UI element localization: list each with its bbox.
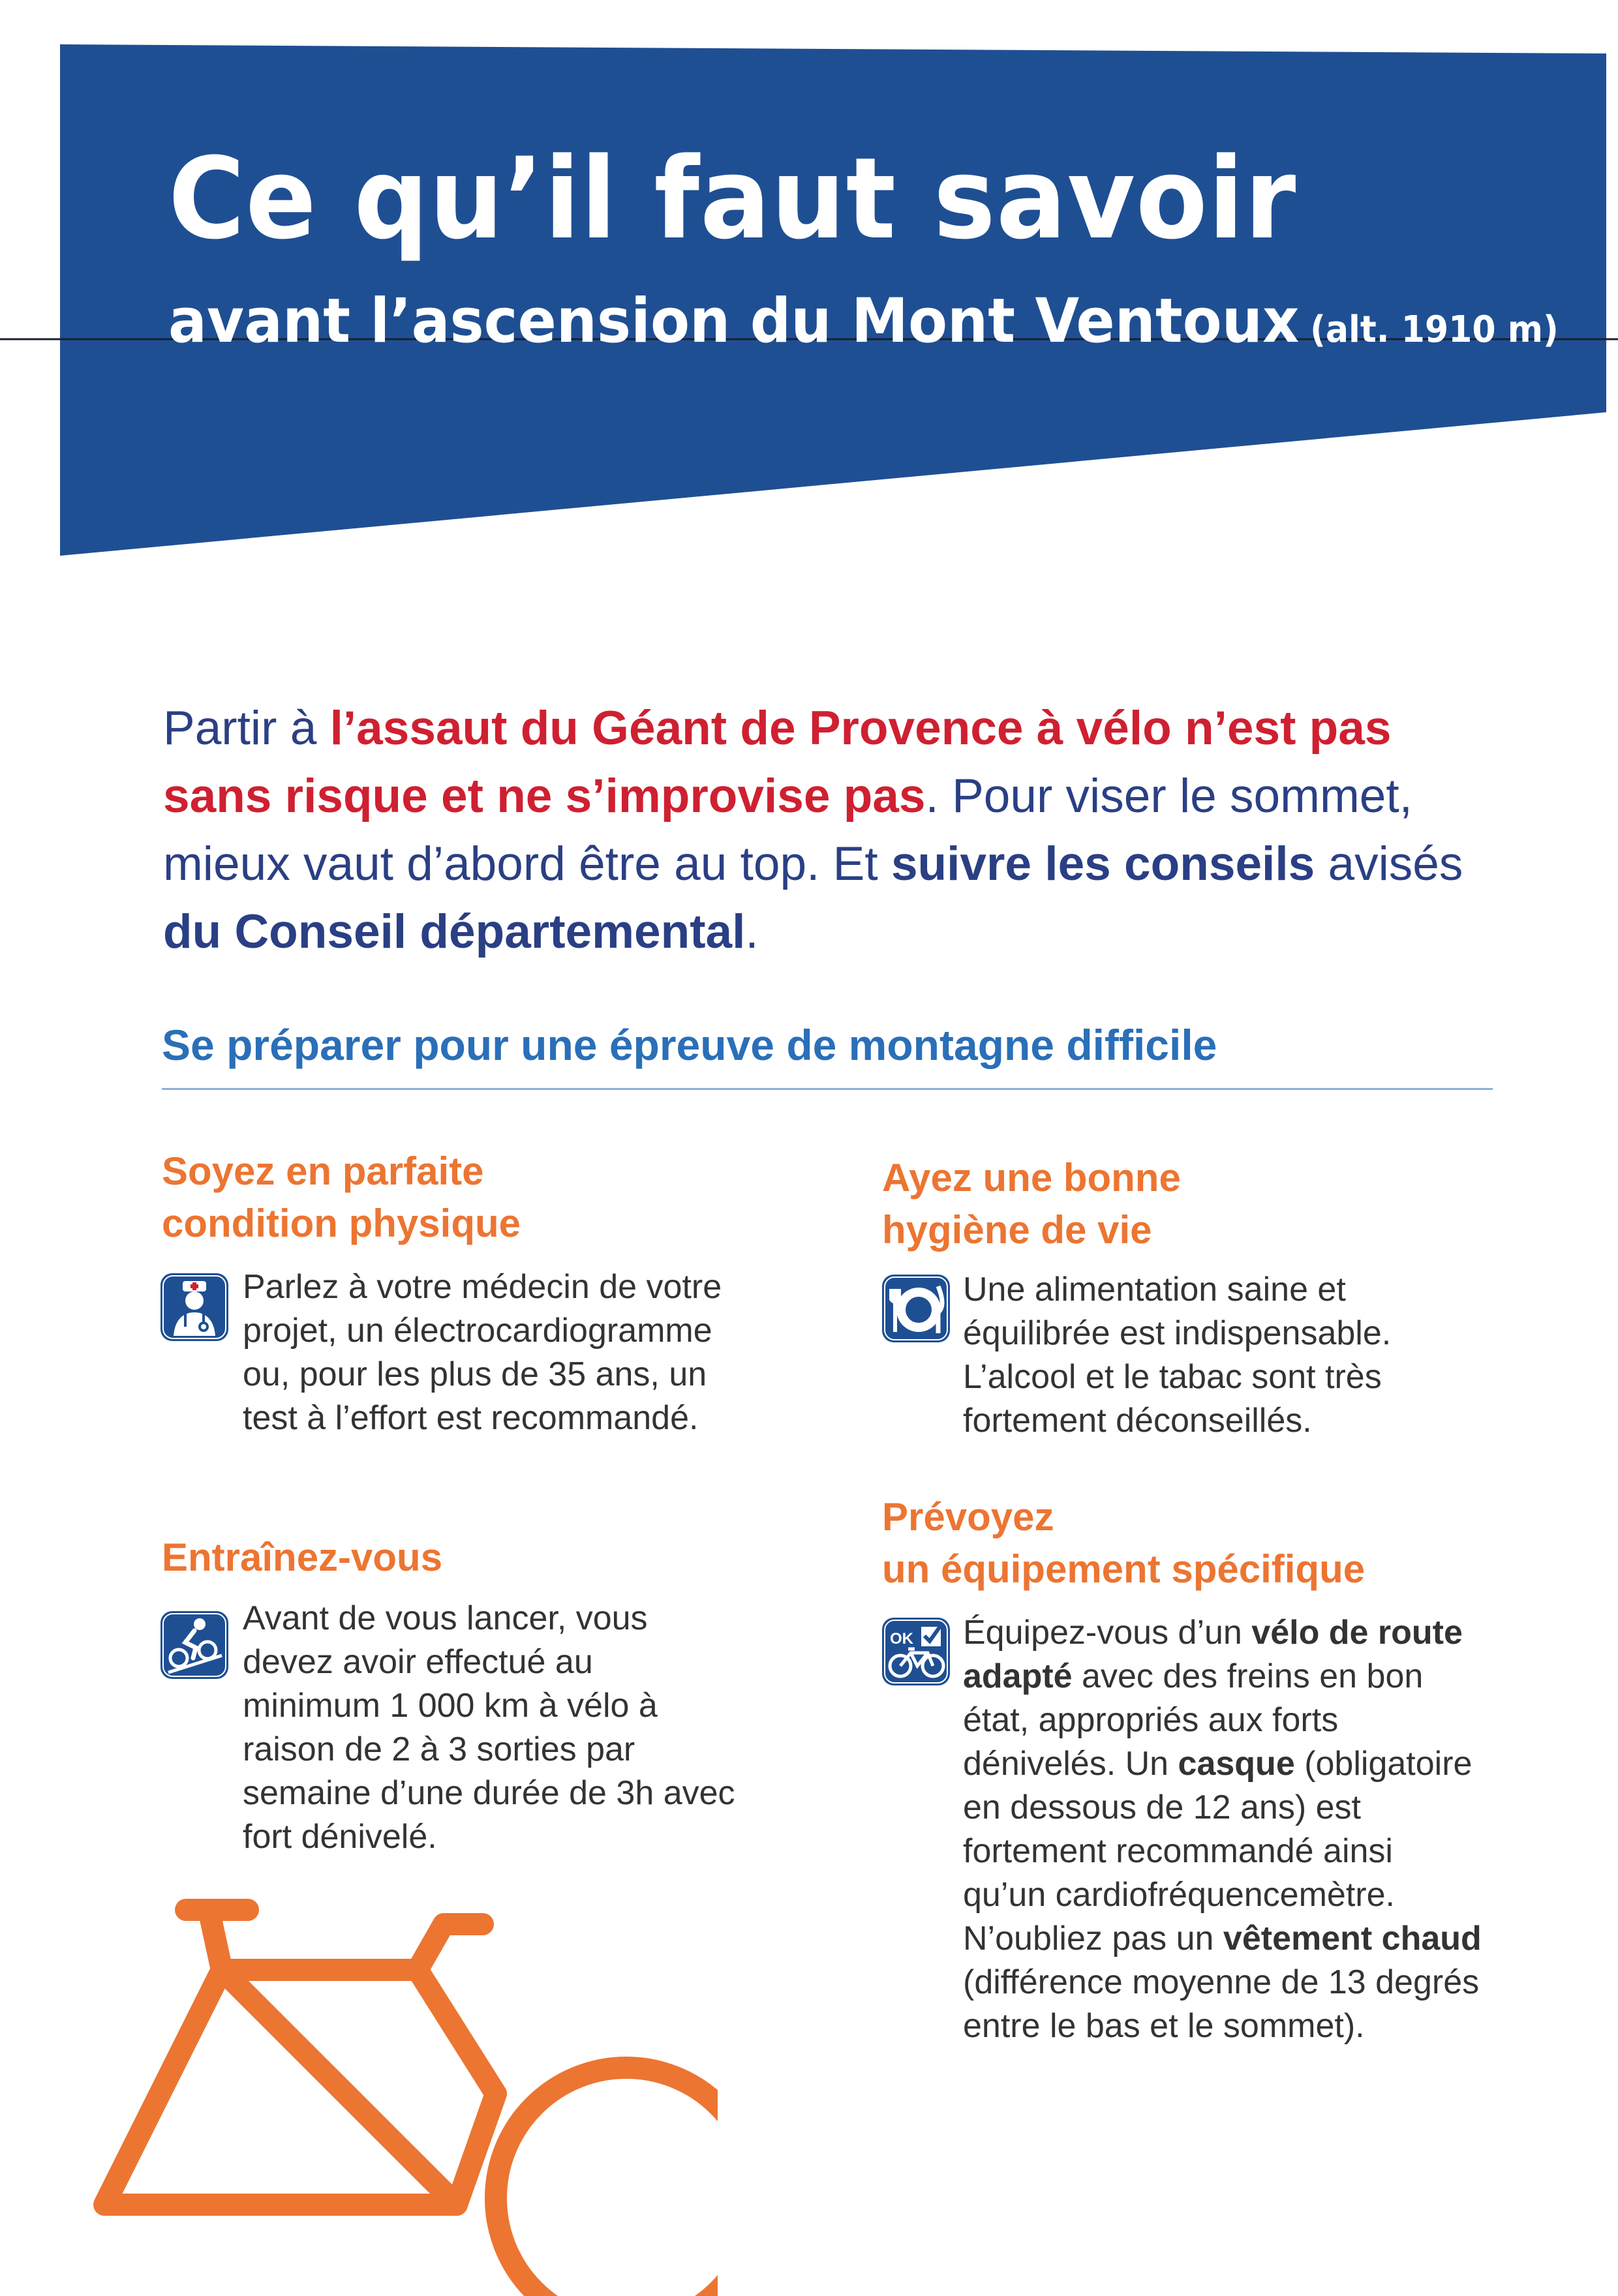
condition-heading-line2: condition physique [162,1201,521,1245]
hygiene-heading-line1: Ayez une bonne [882,1156,1181,1200]
intro-text-7: . [745,905,759,958]
ok-badge-text: OK [890,1630,913,1648]
altitude-note: (alt. 1910 m) [1310,309,1559,351]
intro-text-5: avisés [1315,838,1463,890]
equipment-text-1: Équipez-vous d’un [963,1614,1252,1652]
bicycle-illustration [52,1892,718,2296]
condition-heading-line1: Soyez en parfaite [162,1149,484,1193]
doctor-icon [159,1272,230,1342]
equipment-text-7: (différence moyenne de 13 degrés entre le bas et le sommet). [963,1963,1480,2045]
hygiene-text: Une alimentation saine et équilibrée est indispensable. L’alcool et le tabac sont très fortement déconseillés. [963,1271,1392,1440]
intro-bold-2: du Conseil départemental [163,905,746,958]
intro-text-1: Partir à [163,702,330,755]
equipment-text [963,1611,1485,2048]
page-subtitle [168,286,1559,366]
intro-paragraph [163,695,1468,966]
equipment-heading-line1: Prévoyez [882,1495,1054,1539]
intro-bold-1: suivre les conseils [891,838,1315,890]
equipment-bold-bike: vélo de route adapté [963,1614,1463,1695]
intro-highlight: l’assaut du Géant de Provence à vélo n’est pas sans risque et ne s’improvise pas [163,702,1392,823]
hygiene-heading [882,1152,1181,1256]
hygiene-heading-line2: hygiène de vie [882,1208,1152,1252]
equipment-heading-line2: un équipement spécifique [882,1547,1366,1591]
condition-heading [162,1145,521,1250]
equipment-text-3: avec des freins en bon état, appropriés aux forts dénivelés. Un [963,1657,1424,1783]
equipment-bold-helmet: casque [1178,1745,1295,1783]
page-title: Ce qu’il faut savoir [168,133,1297,264]
section-divider [162,1088,1493,1090]
training-text: Avant de vous lancer, vous devez avoir effectué au minimum 1 000 km à vélo à raison de 2 à 3 sorties par semaine d’une durée de 3h avec fort dénivelé. [243,1599,735,1856]
equipment-bold-clothing: vêtement chaud [1223,1920,1482,1957]
bike-ok-icon [881,1616,951,1687]
equipment-heading [882,1491,1365,1595]
section-title: Se préparer pour une épreuve de montagne difficile [162,1021,1217,1069]
subtitle-text: avant l’ascension du Mont Ventoux [168,286,1300,357]
training-heading: Entraînez-vous [162,1535,443,1579]
equipment-text-5: (obligatoire en dessous de 12 ans) est fortement recommandé ainsi qu’un cardiofréquencemètre. N’oubliez pas un [963,1745,1473,1957]
plate-cutlery-icon [881,1273,951,1344]
intro-text-3: . Pour viser le sommet, mieux vaut d’abord être au top. Et [163,770,1412,890]
cyclist-climbing-icon [159,1610,230,1680]
condition-text: Parlez à votre médecin de votre projet, un électrocardiogramme ou, pour les plus de 35 ans, un test à l’effort est recommandé. [243,1268,722,1437]
